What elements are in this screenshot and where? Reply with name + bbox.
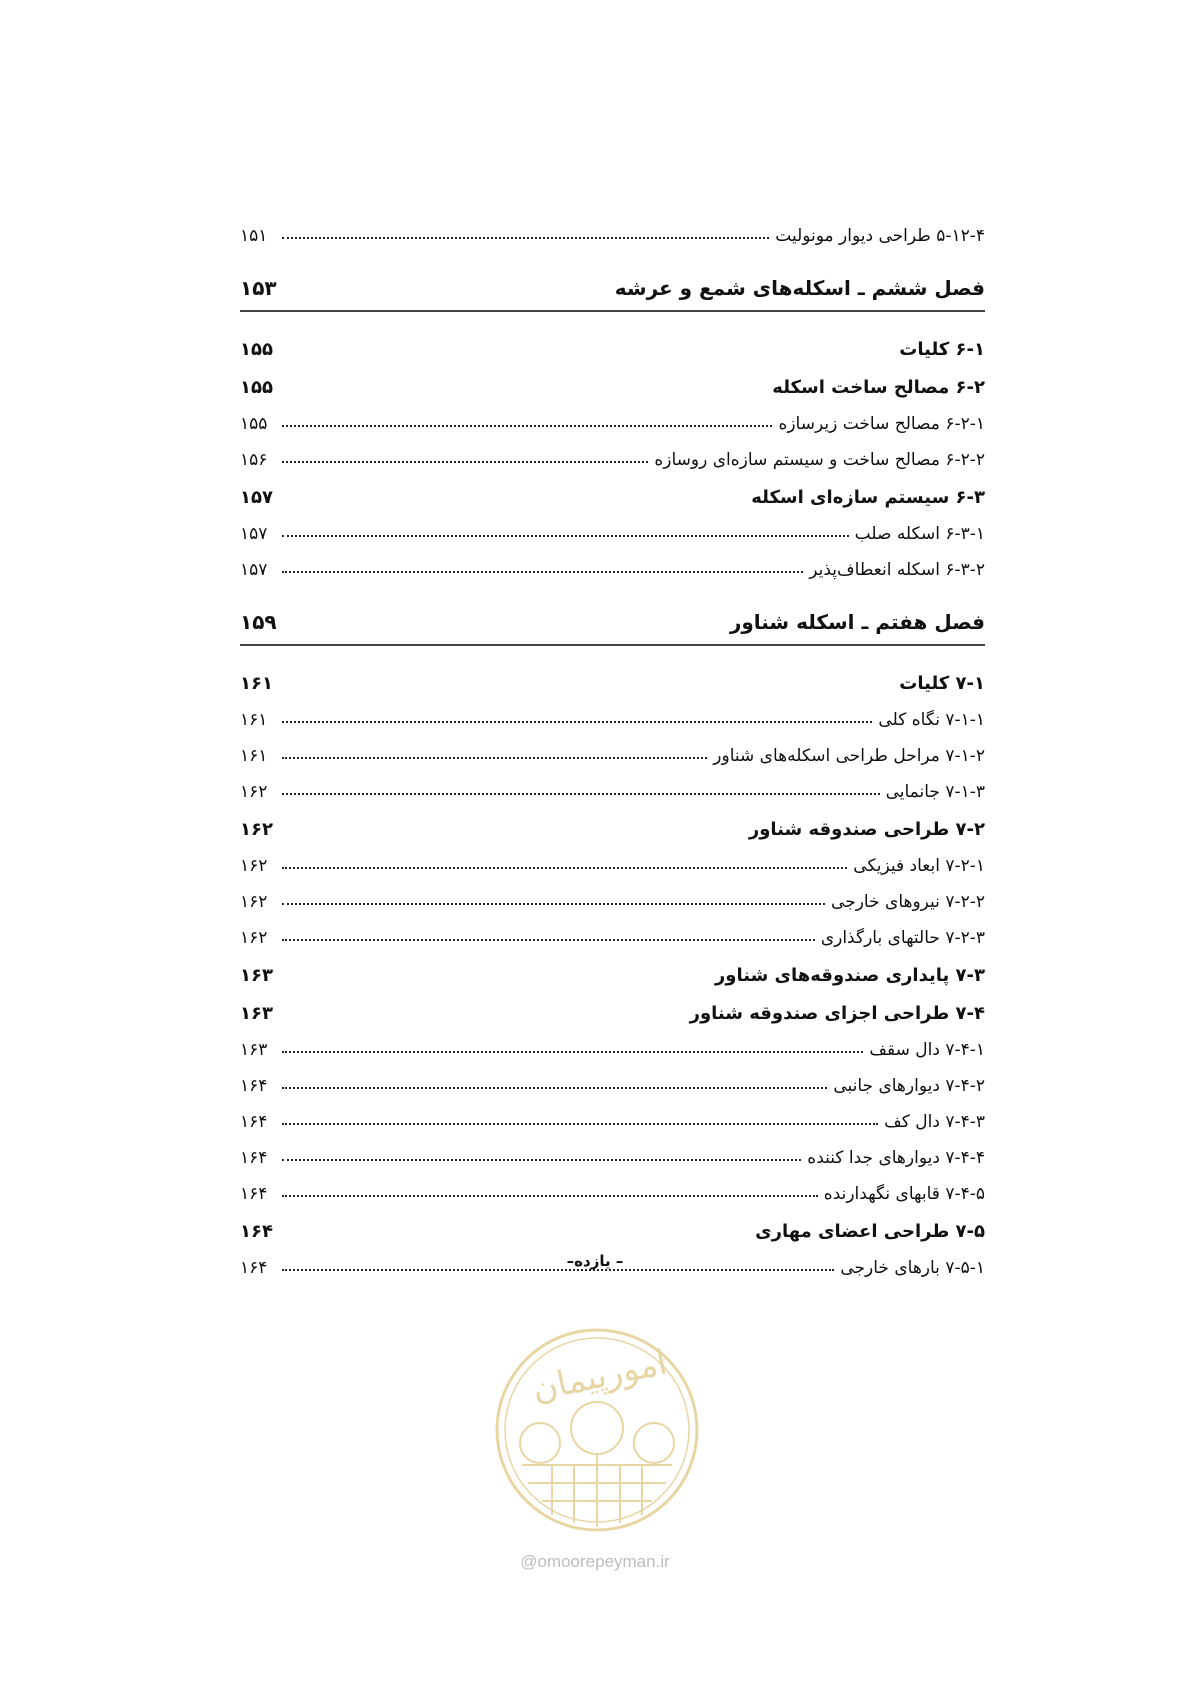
toc-entry: [240, 912, 985, 948]
toc-entry: [240, 876, 985, 912]
toc-page-number: ۱۵۷: [240, 524, 268, 544]
toc-page-number: ۱۶۲: [240, 928, 268, 948]
toc-page-number: ۱۵۶: [240, 450, 268, 470]
toc-section: [240, 948, 985, 986]
toc-page-number: ۱۶۳: [240, 1003, 273, 1024]
section-title: ۶-۲ مصالح ساخت اسکله: [772, 377, 985, 398]
toc-section: [240, 656, 985, 694]
toc-section: [240, 986, 985, 1024]
toc-title: ۶-۲-۲ مصالح ساخت و سیستم سازه‌ای روسازه: [654, 450, 985, 470]
section-title: ۶-۳ سیستم سازه‌ای اسکله: [751, 487, 985, 508]
toc-title: ۷-۴-۵ قابهای نگهدارنده: [823, 1184, 985, 1204]
toc-entry: [240, 508, 985, 544]
toc-page-number: ۱۶۲: [240, 782, 268, 802]
toc-title: ۷-۱-۲ مراحل طراحی اسکله‌های شناور: [713, 746, 985, 766]
toc-page-number: ۱۵۷: [240, 560, 268, 580]
section-title: ۶-۱ کلیات: [899, 339, 985, 360]
toc-page-number: ۱۶۲: [240, 892, 268, 912]
watermark-logo: [492, 1325, 702, 1535]
toc-page-number: ۱۶۲: [240, 819, 273, 840]
logo-text: امورپیمان: [528, 1342, 671, 1410]
toc-page-number: ۱۶۴: [240, 1112, 268, 1132]
dot-leader: [282, 757, 707, 759]
toc-entry: [240, 398, 985, 434]
toc-title: ۷-۵-۱ بارهای خارجی: [840, 1258, 985, 1278]
dot-leader: [282, 425, 772, 427]
toc-title: ۷-۴-۴ دیوارهای جدا کننده: [807, 1148, 985, 1168]
toc-title: ۷-۲-۳ حالتهای بارگذاری: [820, 928, 985, 948]
chapter-title: فصل ششم ـ اسکله‌های شمع و عرشه: [614, 276, 985, 300]
toc-page-number: ۱۵۵: [240, 414, 268, 434]
toc-page-number: ۱۶۳: [240, 1040, 268, 1060]
dot-leader: [282, 1159, 801, 1161]
dot-leader: [282, 867, 847, 869]
toc-page-number: ۱۶۲: [240, 856, 268, 876]
toc-chapter: [240, 588, 985, 646]
section-title: ۷-۲ طراحی صندوقه شناور: [748, 819, 985, 840]
toc-page-number: ۱۵۵: [240, 377, 273, 398]
toc-title: ۶-۳-۲ اسکله انعطاف‌پذیر: [809, 560, 985, 580]
dot-leader: [282, 721, 872, 723]
toc-title: ۶-۳-۱ اسکله صلب: [854, 524, 985, 544]
toc-section: [240, 470, 985, 508]
toc-title: ۵-۱۲-۴ طراحی دیوار مونولیت: [775, 226, 985, 246]
toc-page-number: ۱۵۵: [240, 339, 273, 360]
toc-page-number: ۱۶۱: [240, 673, 273, 694]
toc-title: ۷-۲-۱ ابعاد فیزیکی: [853, 856, 985, 876]
toc-page-number: ۱۶۴: [240, 1184, 268, 1204]
watermark-website: @omoorepeyman.ir: [520, 1552, 670, 1571]
section-title: ۷-۱ کلیات: [899, 673, 985, 694]
dot-leader: [282, 237, 769, 239]
toc-entry: [240, 694, 985, 730]
dot-leader: [282, 903, 825, 905]
toc-page-number: ۱۵۱: [240, 226, 268, 246]
table-of-contents: [240, 210, 985, 1278]
toc-entry: [240, 544, 985, 580]
toc-entry: [240, 766, 985, 802]
section-title: ۷-۳ پایداری صندوقه‌های شناور: [714, 965, 985, 986]
toc-entry: [240, 730, 985, 766]
toc-title: ۷-۱-۱ نگاه کلی: [878, 710, 985, 730]
dot-leader: [282, 535, 849, 537]
toc-entry: [240, 1024, 985, 1060]
toc-title: ۷-۱-۳ جانمایی: [885, 782, 985, 802]
toc-title: ۷-۲-۲ نیروهای خارجی: [831, 892, 985, 912]
toc-entry: [240, 1060, 985, 1096]
toc-page-number: ۱۵۷: [240, 487, 273, 508]
dot-leader: [282, 939, 815, 941]
toc-page-number: ۱۶۱: [240, 746, 268, 766]
section-title: ۷-۴ طراحی اجزای صندوقه شناور: [689, 1003, 985, 1024]
toc-title: ۷-۴-۱ دال سقف: [869, 1040, 985, 1060]
toc-entry: [240, 210, 985, 246]
toc-section: [240, 1204, 985, 1242]
toc-page-number: ۱۶۴: [240, 1221, 273, 1242]
dot-leader: [282, 571, 803, 573]
toc-page-number: ۱۵۳: [240, 276, 277, 300]
dot-leader: [282, 1195, 818, 1197]
toc-entry: [240, 840, 985, 876]
chapter-title: فصل هفتم ـ اسکله شناور: [729, 610, 985, 634]
toc-entry: [240, 1096, 985, 1132]
toc-page-number: ۱۶۴: [240, 1076, 268, 1096]
toc-entry: [240, 1132, 985, 1168]
toc-page-number: ۱۶۴: [240, 1148, 268, 1168]
toc-section: [240, 322, 985, 360]
toc-entry: [240, 1168, 985, 1204]
toc-section: [240, 802, 985, 840]
toc-entry: [240, 434, 985, 470]
dot-leader: [282, 1087, 827, 1089]
toc-title: ۷-۴-۳ دال کف: [884, 1112, 985, 1132]
dot-leader: [282, 1051, 863, 1053]
dot-leader: [282, 793, 880, 795]
toc-page-number: ۱۵۹: [240, 610, 277, 634]
toc-chapter: [240, 254, 985, 312]
toc-page-number: ۱۶۴: [240, 1258, 268, 1278]
dot-leader: [282, 461, 648, 463]
dot-leader: [282, 1123, 878, 1125]
section-title: ۷-۵ طراحی اعضای مهاری: [755, 1221, 985, 1242]
toc-page-number: ۱۶۳: [240, 965, 273, 986]
toc-title: ۷-۴-۲ دیوارهای جانبی: [833, 1076, 985, 1096]
toc-page-number: ۱۶۱: [240, 710, 268, 730]
toc-title: ۶-۲-۱ مصالح ساخت زیرسازه: [778, 414, 985, 434]
toc-section: [240, 360, 985, 398]
page-number-footer: – یازده–: [566, 1252, 624, 1270]
